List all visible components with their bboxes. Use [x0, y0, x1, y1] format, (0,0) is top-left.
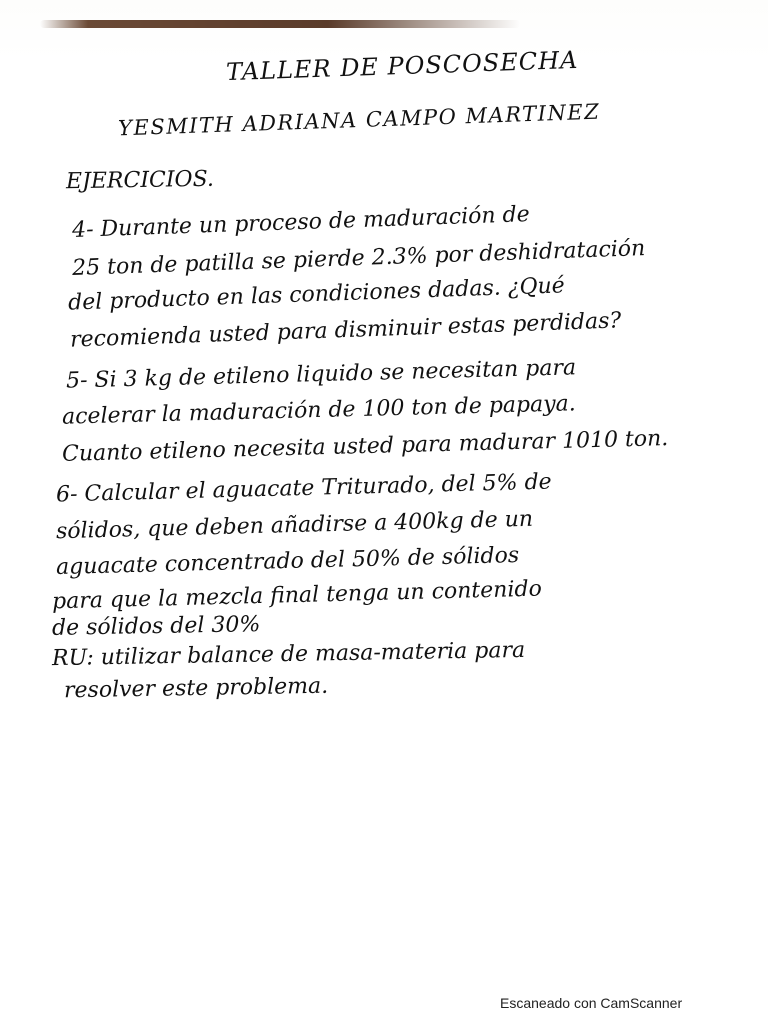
document-title: TALLER DE POSCOSECHA: [225, 45, 579, 87]
section-heading: EJERCICIOS.: [65, 166, 215, 195]
exercise-line: 4- Durante un proceso de maduración de: [71, 202, 531, 243]
exercise-line: RU: utilizar balance de masa-materia para: [51, 637, 526, 672]
page-top-edge-shadow: [40, 20, 520, 28]
exercise-line: sólidos, que deben añadirse a 400kg de un: [55, 506, 534, 545]
camscanner-watermark: Escaneado con CamScanner: [500, 995, 683, 1011]
exercise-line: acelerar la maduración de 100 ton de papaya.: [61, 391, 577, 430]
author-name: YESMITH ADRIANA CAMPO MARTINEZ: [117, 99, 601, 141]
exercise-line: resolver este problema.: [63, 673, 329, 704]
exercise-line: para que la mezcla final tenga un contenido: [51, 576, 543, 615]
exercise-line: del producto en las condiciones dadas. ¿Qué: [67, 273, 566, 316]
exercise-line: aguacate concentrado del 50% de sólidos: [55, 542, 520, 581]
exercise-line: 25 ton de patilla se pierde 2.3% por deshidratación: [71, 236, 646, 281]
exercise-line: de sólidos del 30%: [51, 612, 261, 641]
exercise-line: Cuanto etileno necesita usted para madurar 1010 ton.: [61, 426, 669, 467]
exercise-line: 5- Si 3 kg de etileno liquido se necesitan para: [65, 355, 577, 394]
exercise-line: 6- Calcular el aguacate Triturado, del 5% de: [55, 469, 552, 508]
exercise-line: recomienda usted para disminuir estas perdidas?: [69, 308, 622, 353]
